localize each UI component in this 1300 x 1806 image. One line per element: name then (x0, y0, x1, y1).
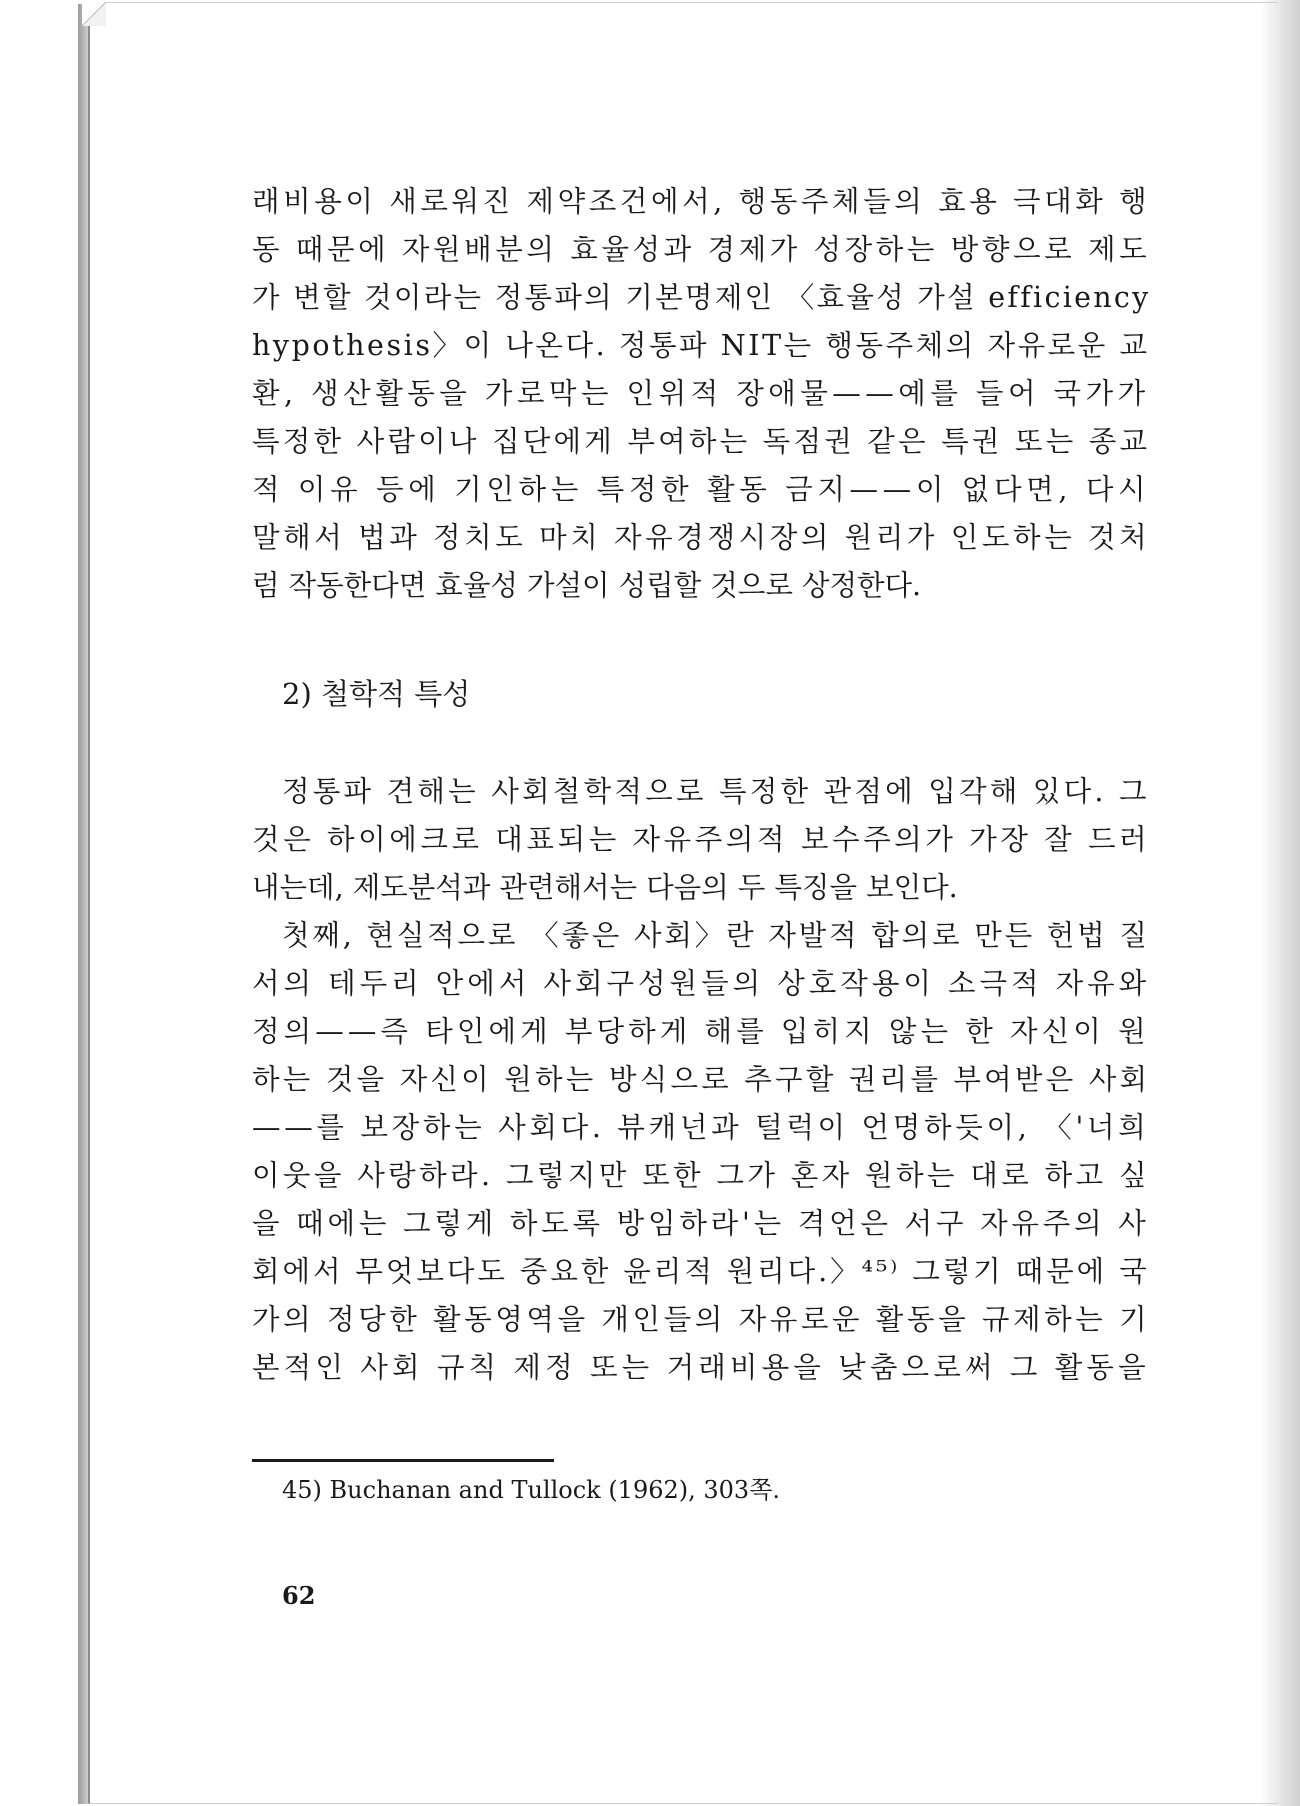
paragraph-3-line: 본적인 사회 규칙 제정 또는 거래비용을 낮춤으로써 그 활동을 (252, 1351, 1150, 1384)
paragraph-3-line: 첫째, 현실적으로 〈좋은 사회〉란 자발적 합의로 만든 헌법 질 (282, 919, 1150, 952)
paragraph-1-line: 말해서 법과 정치도 마치 자유경쟁시장의 원리가 인도하는 것처 (252, 521, 1151, 554)
paragraph-3-line: 서의 테두리 안에서 사회구성원들의 상호작용이 소극적 자유와 (252, 967, 1151, 1000)
footnote-divider (252, 1459, 554, 1462)
paragraph-3-line: 하는 것을 자신이 원하는 방식으로 추구할 권리를 부여받은 사회 (252, 1063, 1151, 1096)
paragraph-2-line: 것은 하이에크로 대표되는 자유주의적 보수주의가 가장 잘 드러 (252, 823, 1151, 856)
paragraph-2 (252, 768, 1150, 912)
paragraph-3-line: ——를 보장하는 사회다. 뷰캐넌과 털럭이 언명하듯이, 〈'너희 (252, 1111, 1150, 1144)
paragraph-2-line: 내는데, 제도분석과 관련해서는 다음의 두 특징을 보인다. (252, 871, 958, 904)
page-right-shadow (1260, 0, 1300, 1806)
paragraph-1-line: 럼 작동한다면 효율성 가설이 성립할 것으로 상정한다. (252, 569, 922, 602)
footnote: 45) Buchanan and Tullock (1962), 303쪽. (282, 1476, 781, 1504)
paragraph-1-line: 동 때문에 자원배분의 효율성과 경제가 성장하는 방향으로 제도 (252, 233, 1151, 266)
paragraph-1-line: 래비용이 새로워진 제약조건에서, 행동주체들의 효용 극대화 행 (252, 185, 1151, 218)
section-heading: 2) 철학적 특성 (282, 677, 471, 711)
paragraph-1-line: 가 변할 것이라는 정통파의 기본명제인 〈효율성 가설 efficiency (252, 281, 1151, 314)
paragraph-3-line: 이웃을 사랑하라. 그렇지만 또한 그가 혼자 원하는 대로 하고 싶 (252, 1159, 1150, 1192)
paragraph-1-line: hypothesis〉이 나온다. 정통파 NIT는 행동주체의 자유로운 교 (252, 329, 1150, 362)
paragraph-3-line: 을 때에는 그렇게 하도록 방임하라'는 격언은 서구 자유주의 사 (252, 1207, 1150, 1240)
paragraph-3-line: 회에서 무엇보다도 중요한 윤리적 원리다.〉⁴⁵⁾ 그렇기 때문에 국 (252, 1255, 1150, 1288)
paragraph-1-line: 환, 생산활동을 가로막는 인위적 장애물——예를 들어 국가가 (252, 377, 1150, 410)
paragraph-3 (252, 912, 1150, 1392)
paragraph-3-line: 가의 정당한 활동영역을 개인들의 자유로운 활동을 규제하는 기 (252, 1303, 1151, 1336)
paragraph-3-line: 정의——즉 타인에게 부당하게 해를 입히지 않는 한 자신이 원 (252, 1015, 1150, 1048)
page-number: 62 (282, 1581, 316, 1610)
paragraph-1 (252, 178, 1150, 610)
paragraph-1-line: 특정한 사람이나 집단에게 부여하는 독점권 같은 특권 또는 종교 (252, 425, 1151, 458)
paragraph-2-line: 정통파 견해는 사회철학적으로 특정한 관점에 입각해 있다. 그 (282, 775, 1150, 808)
page-corner-fold (82, 2, 106, 26)
paragraph-1-line: 적 이유 등에 기인하는 특정한 활동 금지——이 없다면, 다시 (252, 473, 1151, 506)
